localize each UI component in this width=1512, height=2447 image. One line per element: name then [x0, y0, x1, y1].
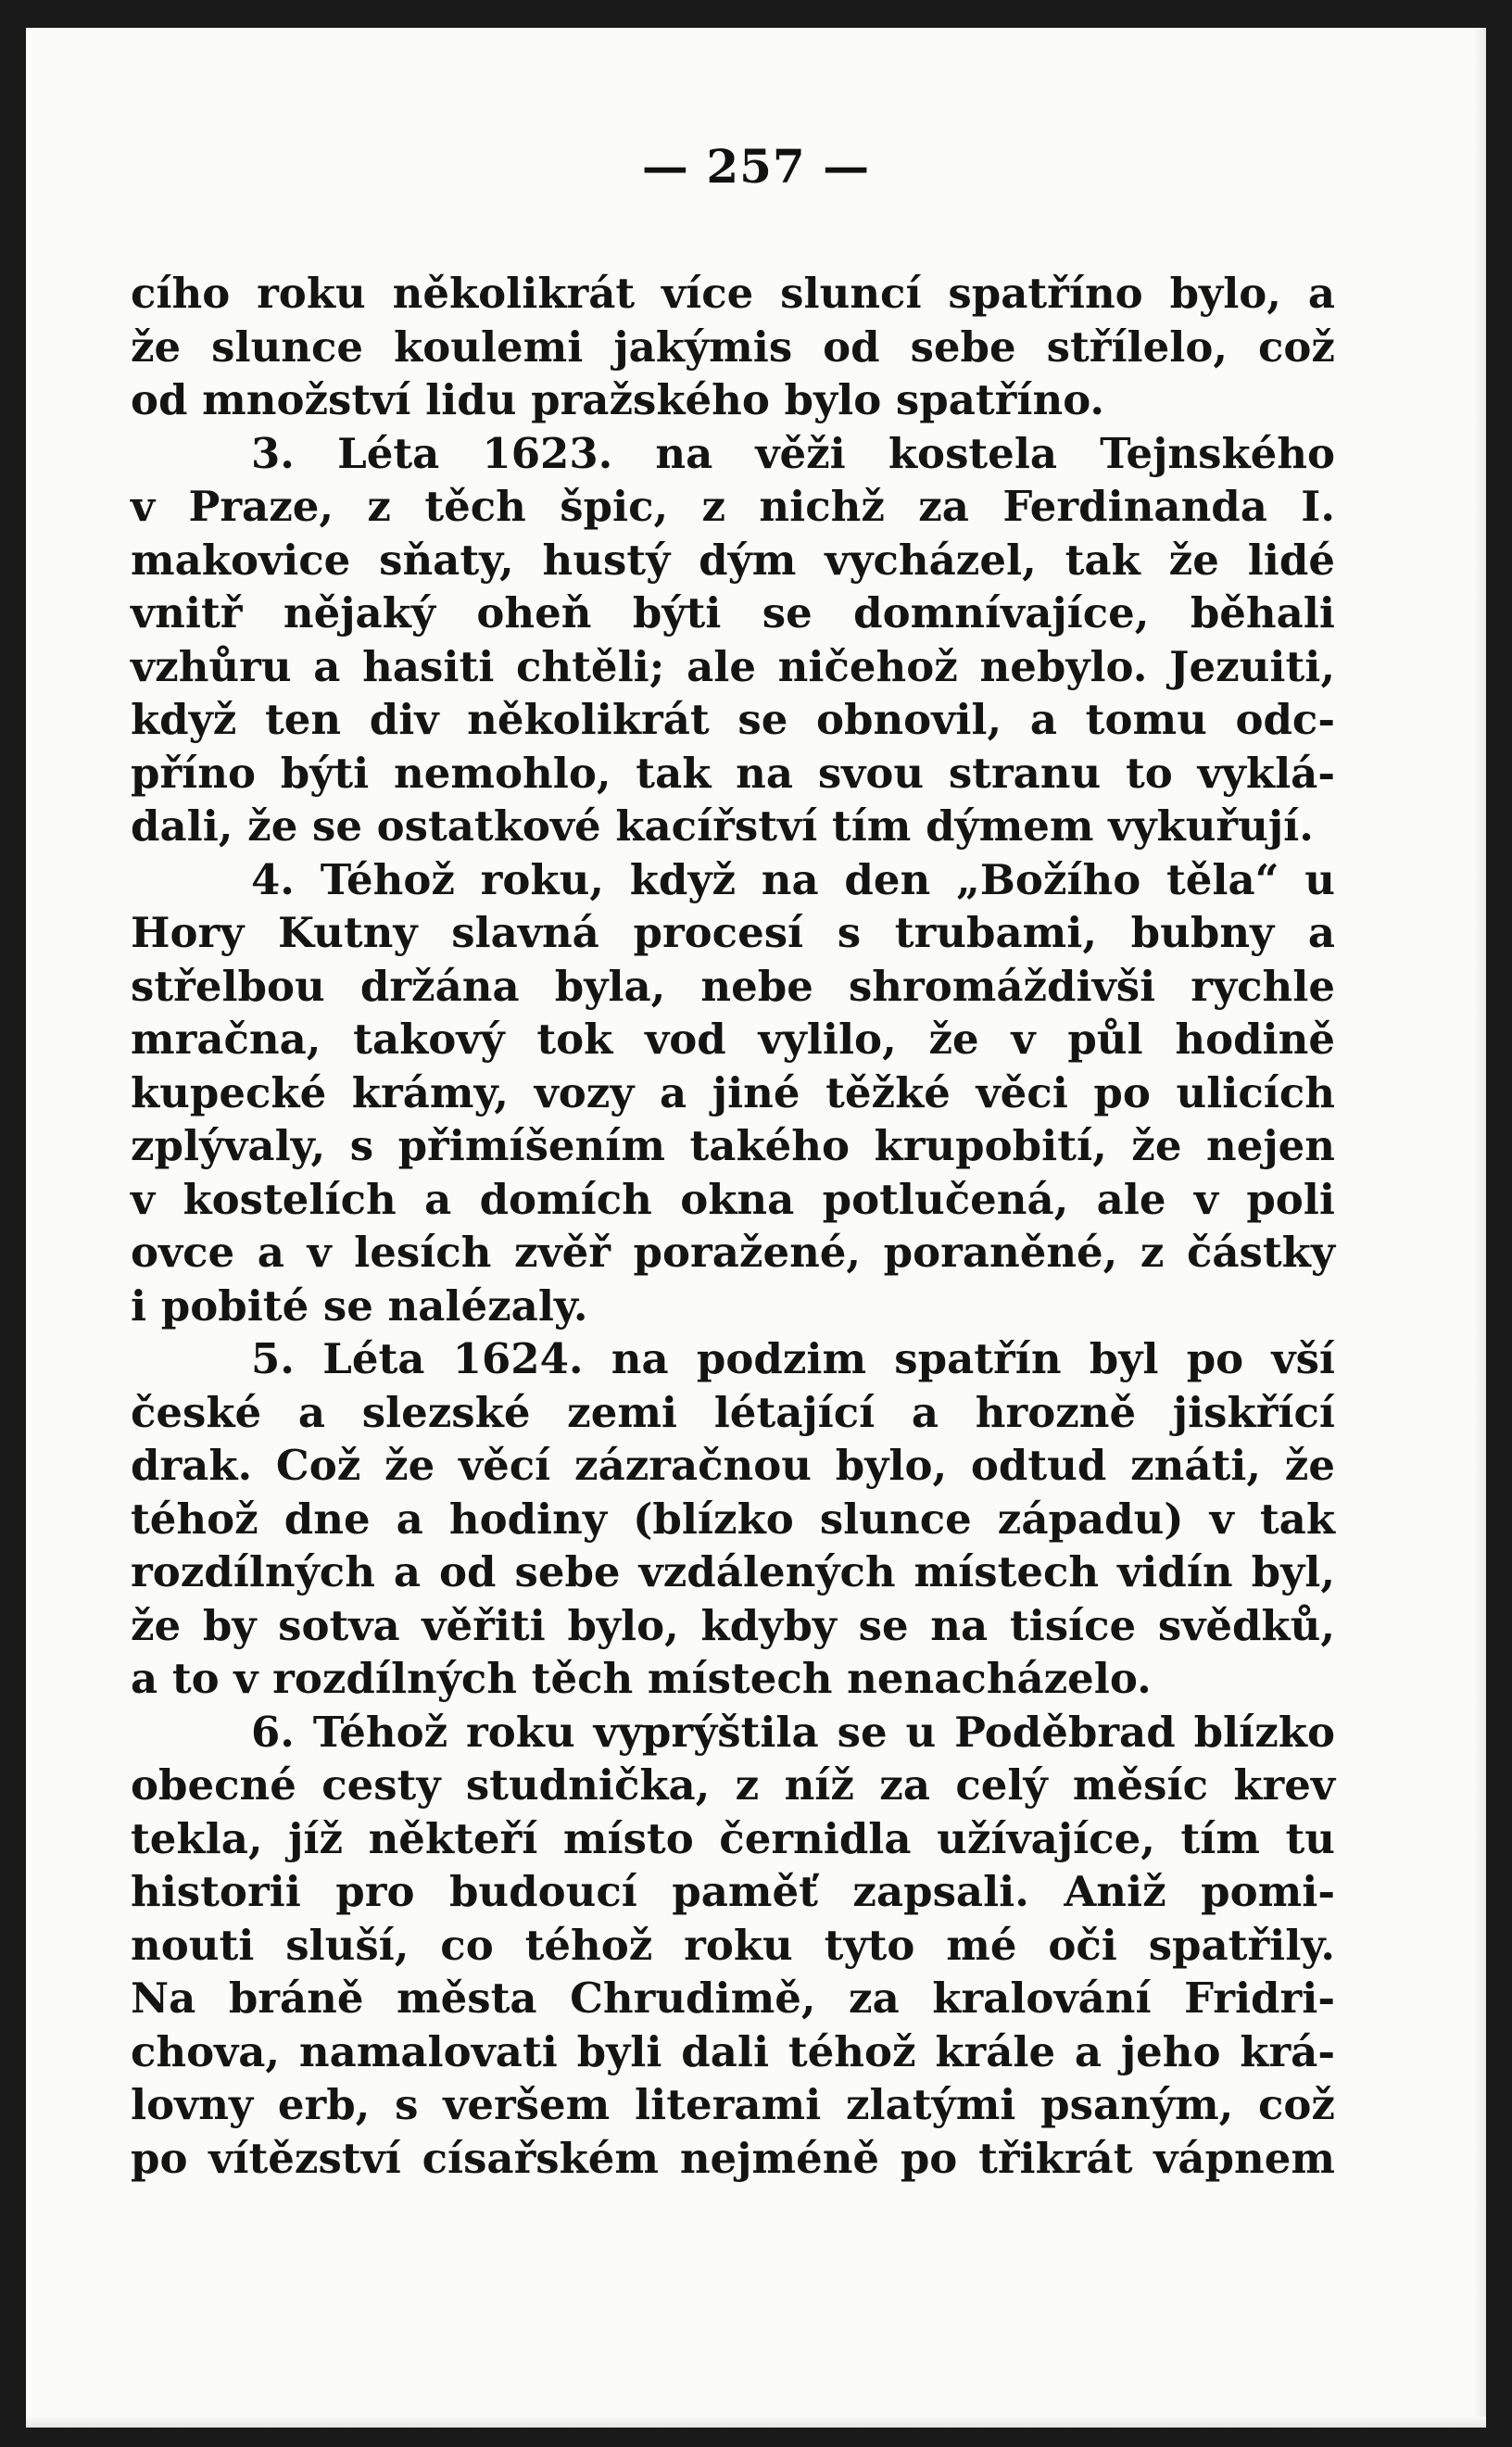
- text-line: dali, že se ostatkové kacířství tím dýmem vykuřují.: [131, 801, 1314, 851]
- text-line: Na bráně města Chrudimě, za kralování Fridri-: [131, 1974, 1335, 2023]
- text-line: vnitř nějaký oheň býti se domnívajíce, běhali: [131, 588, 1335, 637]
- text-line: chova, namalovati byli dali téhož krále a jeho krá-: [131, 2026, 1335, 2076]
- text-line: v Praze, z těch špic, z nichž za Ferdinanda I.: [131, 482, 1335, 531]
- text-line: nouti sluší, co téhož roku tyto mé oči spatřily.: [131, 1920, 1335, 1970]
- text-line: ovce a v lesích zvěř poražené, poraněné, z částky: [131, 1228, 1335, 1277]
- text-line: po vítězství císařském nejméně po třikrát vápnem: [131, 2133, 1335, 2183]
- text-line: když ten div několikrát se obnovil, a tomu odc-: [131, 695, 1335, 744]
- text-line: makovice sňaty, hustý dým vycházel, tak že lidé: [131, 535, 1335, 585]
- text-line: příno býti nemohlo, tak na svou stranu to vyklá-: [131, 748, 1335, 798]
- scan-edge-bottom: [26, 2416, 1486, 2428]
- text-line: tekla, jíž někteří místo černidla užívajíce, tím tu: [131, 1813, 1335, 1863]
- text-line: vzhůru a hasiti chtěli; ale ničehož nebylo. Jezuiti,: [131, 641, 1335, 691]
- text-line: v kostelích a domích okna potlučená, ale v poli: [131, 1174, 1335, 1224]
- book-page: [26, 28, 1486, 2428]
- text-line: cího roku několikrát více sluncí spatříno bylo, a: [131, 269, 1335, 318]
- text-line: 3. Léta 1623. na věži kostela Tejnského: [251, 428, 1335, 478]
- text-line: české a slezské zemi létající a hrozně jiskřící: [131, 1387, 1335, 1437]
- text-line: že by sotva věřiti bylo, kdyby se na tisíce svědků,: [131, 1600, 1335, 1650]
- text-line: kupecké krámy, vozy a jiné těžké věci po ulicích: [131, 1067, 1335, 1117]
- text-line: lovny erb, s veršem literami zlatými psaným, což: [131, 2080, 1335, 2129]
- text-line: drak. Což že věcí zázračnou bylo, odtud znáti, že: [131, 1441, 1335, 1490]
- text-line: 4. Téhož roku, když na den „Božího těla“ u: [251, 854, 1335, 904]
- scan-edge-right: [1473, 28, 1486, 2428]
- text-line: 5. Léta 1624. na podzim spatřín byl po vší: [251, 1334, 1335, 1383]
- text-line: mračna, takový tok vod vylilo, že v půl hodině: [131, 1015, 1335, 1064]
- text-line: Hory Kutny slavná procesí s trubami, bubny a: [131, 908, 1335, 957]
- body-text: [131, 267, 1335, 2185]
- text-line: 6. Téhož roku vyprýštila se u Poděbrad blízko: [251, 1707, 1335, 1757]
- text-line: střelbou držána byla, nebe shromáždivši rychle: [131, 961, 1335, 1011]
- page-number: — 257 —: [641, 139, 871, 194]
- text-line: zplývaly, s přimíšením takého krupobití, že nejen: [131, 1121, 1335, 1170]
- text-line: obecné cesty studnička, z níž za celý měsíc krev: [131, 1760, 1335, 1810]
- text-line: a to v rozdílných těch místech nenacházelo.: [131, 1654, 1152, 1703]
- text-line: že slunce koulemi jakýmis od sebe střílelo, což: [131, 322, 1335, 372]
- text-line: téhož dne a hodiny (blízko slunce západu) v tak: [131, 1494, 1335, 1544]
- text-line: rozdílných a od sebe vzdálených místech vidín byl,: [131, 1547, 1335, 1596]
- text-line: od množství lidu pražského bylo spatříno.: [131, 375, 1105, 424]
- text-line: historii pro budoucí paměť zapsali. Aniž pomi-: [131, 1867, 1335, 1916]
- text-line: i pobité se nalézaly.: [131, 1280, 588, 1331]
